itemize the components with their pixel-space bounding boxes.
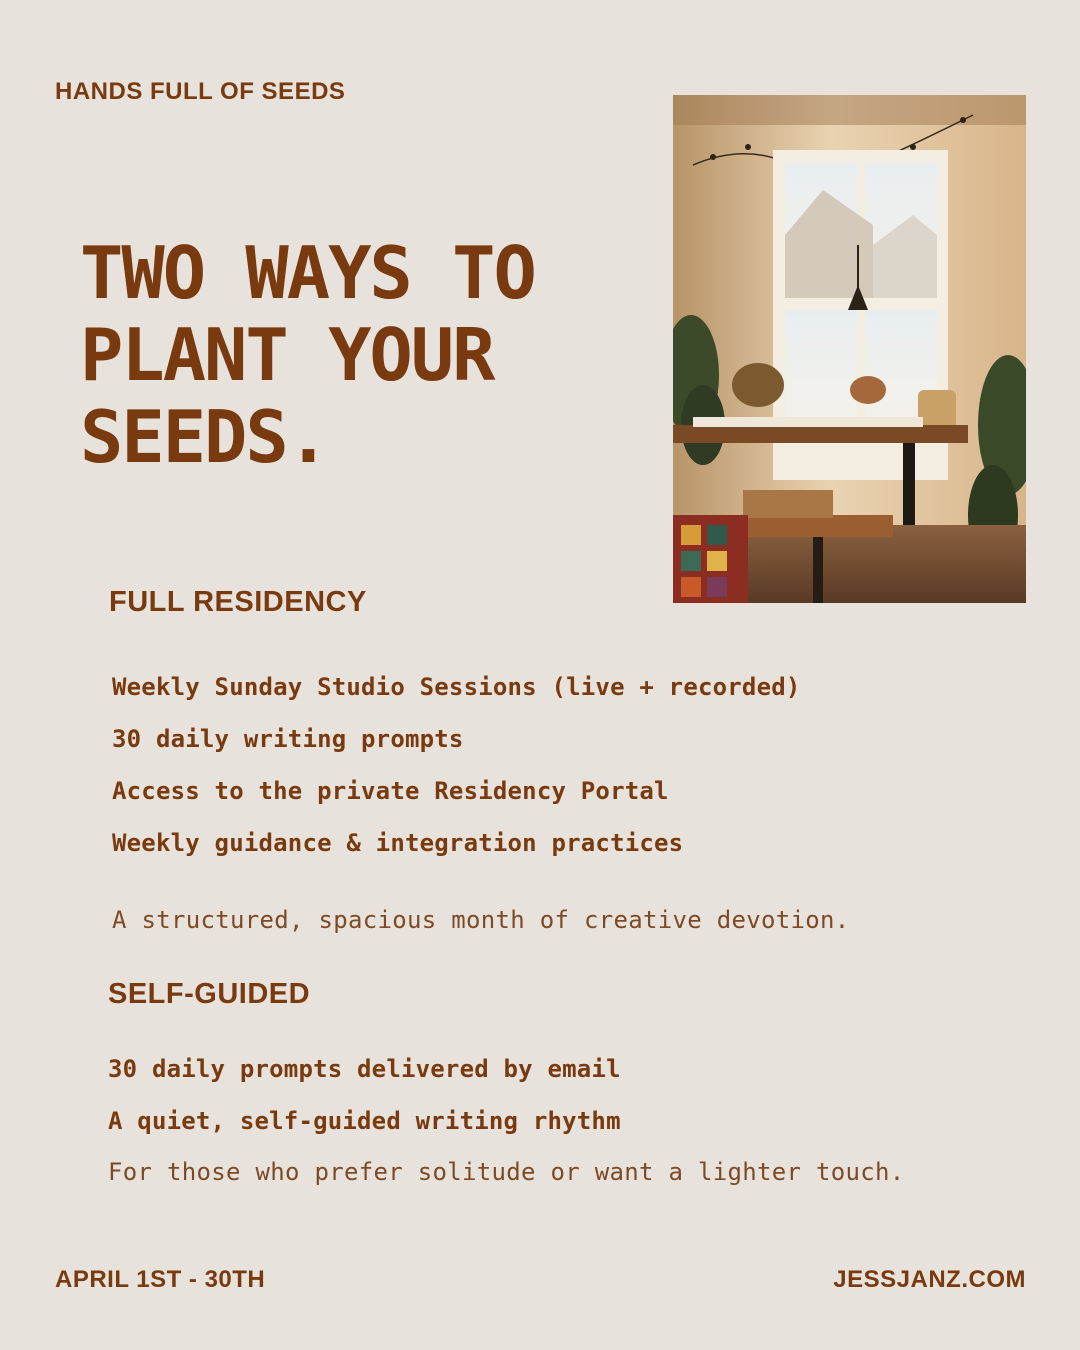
headline-line-1: TWO WAYS TO — [80, 231, 535, 315]
website-link[interactable]: JESSJANZ.COM — [833, 1266, 1026, 1293]
list-item: Access to the private Residency Portal — [112, 777, 669, 805]
headline-line-2: PLANT YOUR — [80, 313, 494, 397]
list-item: A quiet, self-guided writing rhythm — [108, 1107, 621, 1135]
event-dates: APRIL 1ST - 30TH — [55, 1266, 266, 1293]
list-item: 30 daily writing prompts — [112, 725, 464, 753]
list-item: Weekly Sunday Studio Sessions (live + recorded) — [112, 673, 801, 701]
headline-line-3: SEEDS. — [80, 395, 329, 479]
full-residency-title: FULL RESIDENCY — [109, 586, 367, 618]
self-guided-list — [108, 1054, 621, 1158]
self-guided-title: SELF-GUIDED — [108, 978, 311, 1010]
headline — [80, 232, 640, 478]
self-guided-tagline: For those who prefer solitude or want a lighter touch. — [108, 1158, 905, 1186]
list-item: Weekly guidance & integration practices — [112, 829, 684, 857]
studio-photo — [673, 95, 1026, 603]
list-item: 30 daily prompts delivered by email — [108, 1055, 621, 1083]
brand-name: HANDS FULL OF SEEDS — [55, 78, 346, 105]
full-residency-tagline: A structured, spacious month of creative devotion. — [112, 906, 850, 934]
full-residency-list — [112, 672, 801, 880]
